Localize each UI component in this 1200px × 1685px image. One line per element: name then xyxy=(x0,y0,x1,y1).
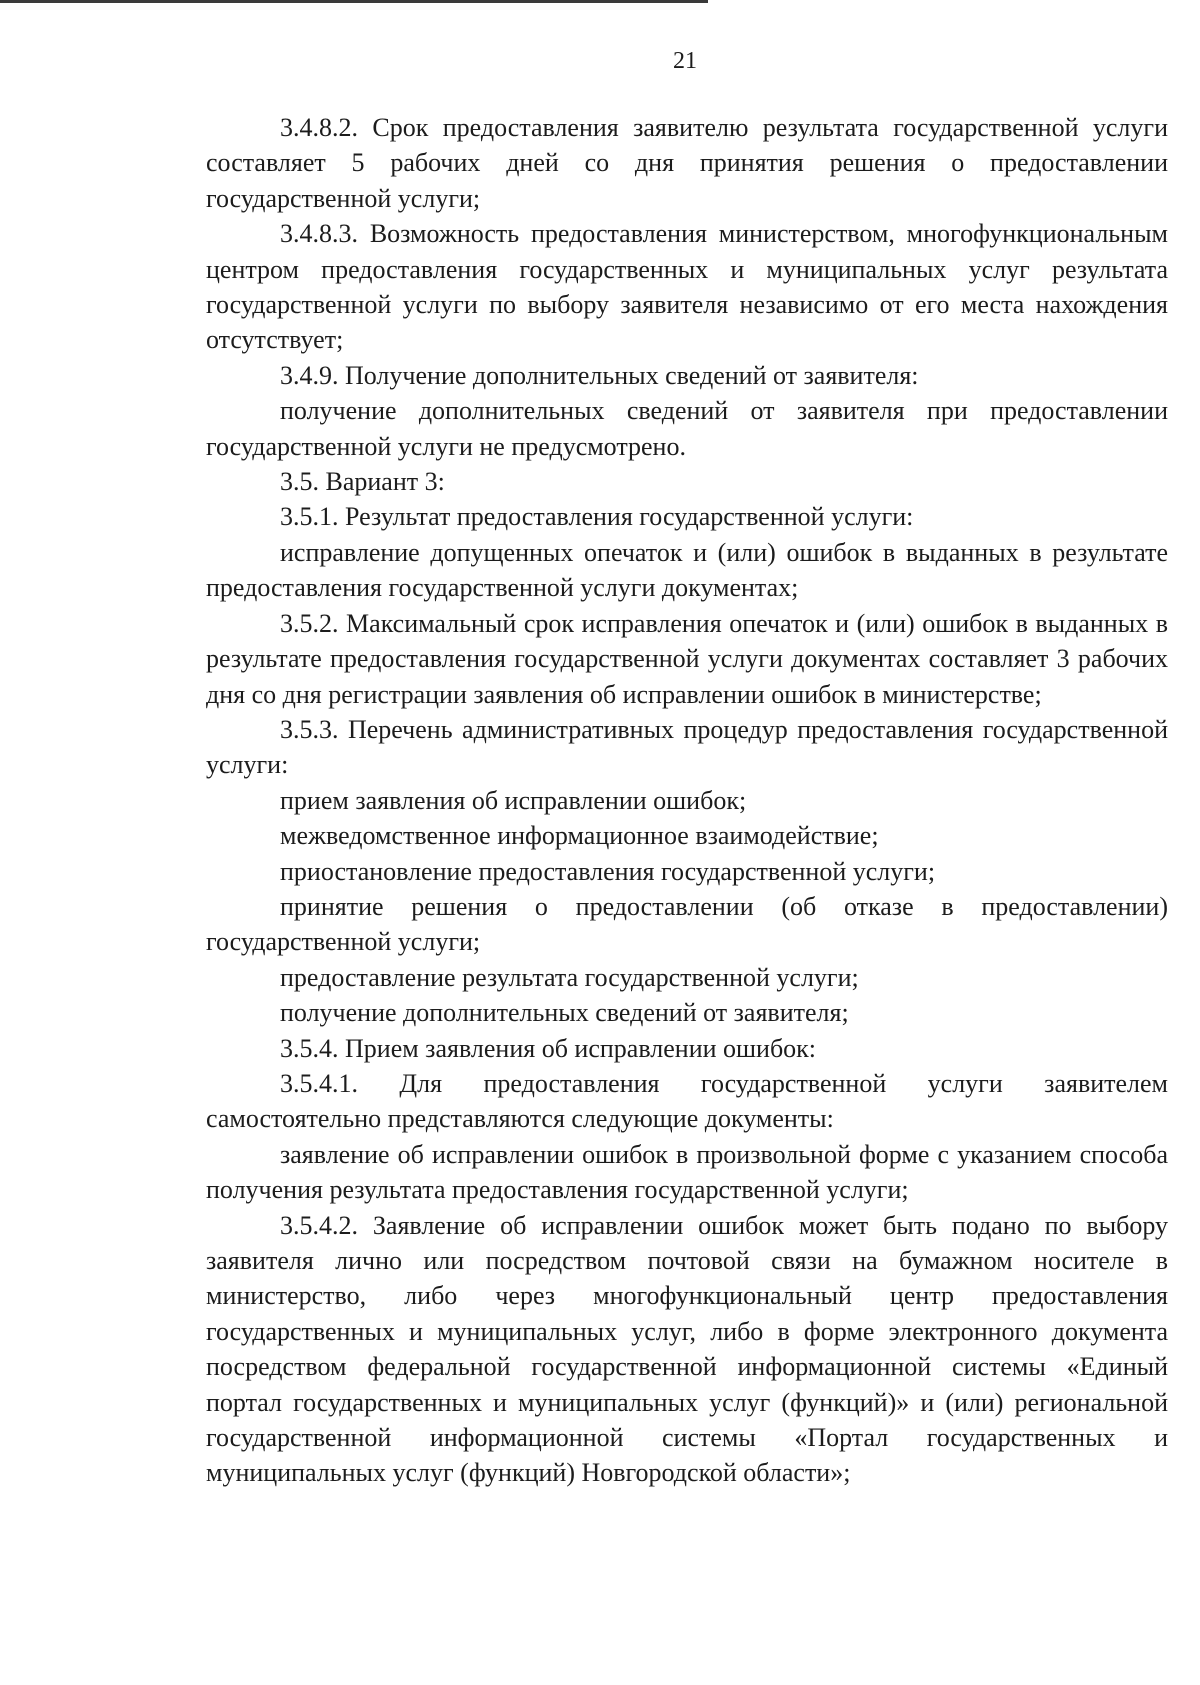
paragraph: заявление об исправлении ошибок в произвольной форме с указанием способа получения результата предоставления государственной услуги; xyxy=(206,1139,1168,1205)
paragraph: прием заявления об исправлении ошибок; xyxy=(280,785,747,815)
paragraph: предоставление результата государственной услуги; xyxy=(280,962,859,992)
paragraph: 3.5.3. Перечень административных процедур предоставления государственной услуги: xyxy=(206,714,1168,780)
paragraph: приостановление предоставления государственной услуги; xyxy=(280,856,936,886)
paragraph: получение дополнительных сведений от заявителя; xyxy=(280,998,849,1028)
top-rule xyxy=(0,0,708,3)
document-body xyxy=(206,110,1168,1491)
paragraph: 3.5.1. Результат предоставления государственной услуги: xyxy=(280,502,914,532)
paragraph: исправление допущенных опечаток и (или) ошибок в выданных в результате предоставления государственной услуги документах; xyxy=(206,537,1168,603)
paragraph: 3.4.8.3. Возможность предоставления министерством, многофункциональным центром предоставления государственных и муниципальных услуг результата государственной услуги по выбору заявителя независимо от его места нахождения отсутствует; xyxy=(206,219,1168,355)
paragraph: 3.4.9. Получение дополнительных сведений от заявителя: xyxy=(280,360,919,390)
paragraph: 3.5.4. Прием заявления об исправлении ошибок: xyxy=(280,1033,817,1063)
paragraph: 3.5.4.1. Для предоставления государственной услуги заявителем самостоятельно представляются следующие документы: xyxy=(206,1068,1168,1134)
paragraph: принятие решения о предоставлении (об отказе в предоставлении) государственной услуги; xyxy=(206,891,1168,957)
paragraph: 3.4.8.2. Срок предоставления заявителю результата государственной услуги составляет 5 рабочих дней со дня принятия решения о предоставлении государственной услуги; xyxy=(206,113,1168,213)
paragraph: 3.5. Вариант 3: xyxy=(280,467,445,497)
paragraph: 3.5.2. Максимальный срок исправления опечаток и (или) ошибок в выданных в результате предоставления государственной услуги документах составляет 3 рабочих дня со дня регистрации заявления об исправлении ошибок в министерстве; xyxy=(206,608,1168,709)
page-number: 21 xyxy=(673,48,697,74)
paragraph: межведомственное информационное взаимодействие; xyxy=(280,821,879,851)
paragraph: 3.5.4.2. Заявление об исправлении ошибок может быть подано по выбору заявителя лично или посредством почтовой связи на бумажном носителе в министерство, либо через многофункциональный центр предоставления государственных и муниципальных услуг, либо в форме электронного документа посредством федеральной государственной информационной системы «Единый портал государственных и муниципальных услуг (функций)» и (или) региональной государственной информационной системы «Портал государственных и муниципальных услуг (функций) Новгородской области»; xyxy=(206,1210,1168,1488)
paragraph: получение дополнительных сведений от заявителя при предоставлении государственной услуги не предусмотрено. xyxy=(206,396,1168,461)
